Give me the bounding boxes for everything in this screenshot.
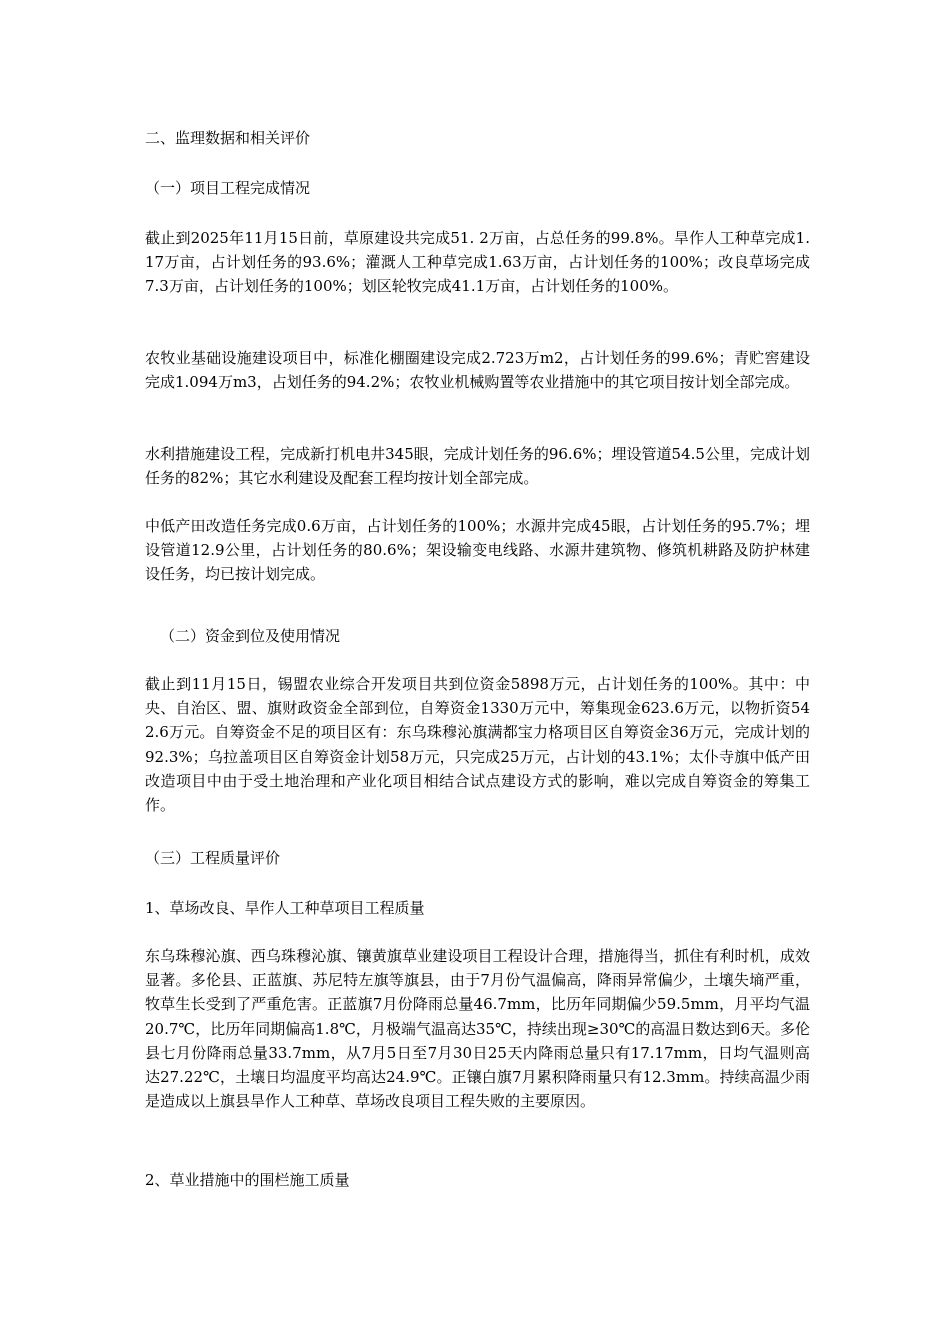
paragraph-funding-status: 截止到11月15日，锡盟农业综合开发项目共到位资金5898万元，占计划任务的100%。其中：中央、自治区、盟、旗财政资金全部到位，自筹资金1330万元中，筹集现金623.6万元，以物折资542.6万元。自筹资金不足的项目区有：东乌珠穆沁旗满都宝力格项目区自筹资金36万元，完成计划的92.3%；乌拉盖项目区自筹资金计划58万元，只完成25万元，占计划的43.1%；太仆寺旗中低产田改造项目中由于受土地治理和产业化项目相结合试点建设方式的影响，难以完成自筹资金的筹集工作。 <box>145 675 810 815</box>
subsection-heading-funding: （二）资金到位及使用情况 <box>160 627 341 645</box>
item-heading-grassland-quality: 1、草场改良、旱作人工种草项目工程质量 <box>145 899 425 917</box>
subsection-heading-quality: （三）工程质量评价 <box>145 849 281 867</box>
paragraph-grassland-construction: 截止到2025年11月15日前，草原建设共完成51. 2万亩，占总任务的99.8%。旱作人工种草完成1.17万亩，占计划任务的93.6%；灌溉人工种草完成1.63万亩，占计划任务的100%；改良草场完成7.3万亩，占计划任务的100%；划区轮牧完成41.1万亩，占计划任务的100%。 <box>145 229 810 296</box>
paragraph-grassland-quality: 东乌珠穆沁旗、西乌珠穆沁旗、镶黄旗草业建设项目工程设计合理，措施得当，抓住有利时机，成效显著。多伦县、正蓝旗、苏尼特左旗等旗县，由于7月份气温偏高，降雨异常偏少，土壤失墒严重，牧草生长受到了严重危害。正蓝旗7月份降雨总量46.7mm，比历年同期偏少59.5mm，月平均气温20.7℃，比历年同期偏高1.8℃，月极端气温高达35℃，持续出现≥30℃的高温日数达到6天。多伦县七月份降雨总量33.7mm，从7月5日至7月30日25天内降雨总量只有17.17mm，日均气温则高达27.22℃，土壤日均温度平均高达24.9℃。正镶白旗7月累积降雨量只有12.3mm。持续高温少雨是造成以上旗县旱作人工种草、草场改良项目工程失败的主要原因。 <box>145 947 810 1111</box>
paragraph-water-conservancy: 水利措施建设工程，完成新打机电井345眼，完成计划任务的96.6%；埋设管道54.5公里，完成计划任务的82%；其它水利建设及配套工程均按计划全部完成。 <box>145 445 810 488</box>
section-title: 二、监理数据和相关评价 <box>145 129 311 147</box>
subsection-heading-project-completion: （一）项目工程完成情况 <box>145 179 311 197</box>
item-heading-fence-quality: 2、草业措施中的围栏施工质量 <box>145 1171 350 1189</box>
paragraph-low-yield-field: 中低产田改造任务完成0.6万亩，占计划任务的100%；水源井完成45眼，占计划任务的95.7%；埋设管道12.9公里，占计划任务的80.6%；架设输变电线路、水源井建筑物、修筑机耕路及防护林建设任务，均已按计划完成。 <box>145 517 810 584</box>
paragraph-agri-infrastructure: 农牧业基础设施建设项目中，标准化棚圈建设完成2.723万m2，占计划任务的99.6%；青贮窖建设完成1.094万m3，占划任务的94.2%；农牧业机械购置等农业措施中的其它项目按计划全部完成。 <box>145 349 810 392</box>
